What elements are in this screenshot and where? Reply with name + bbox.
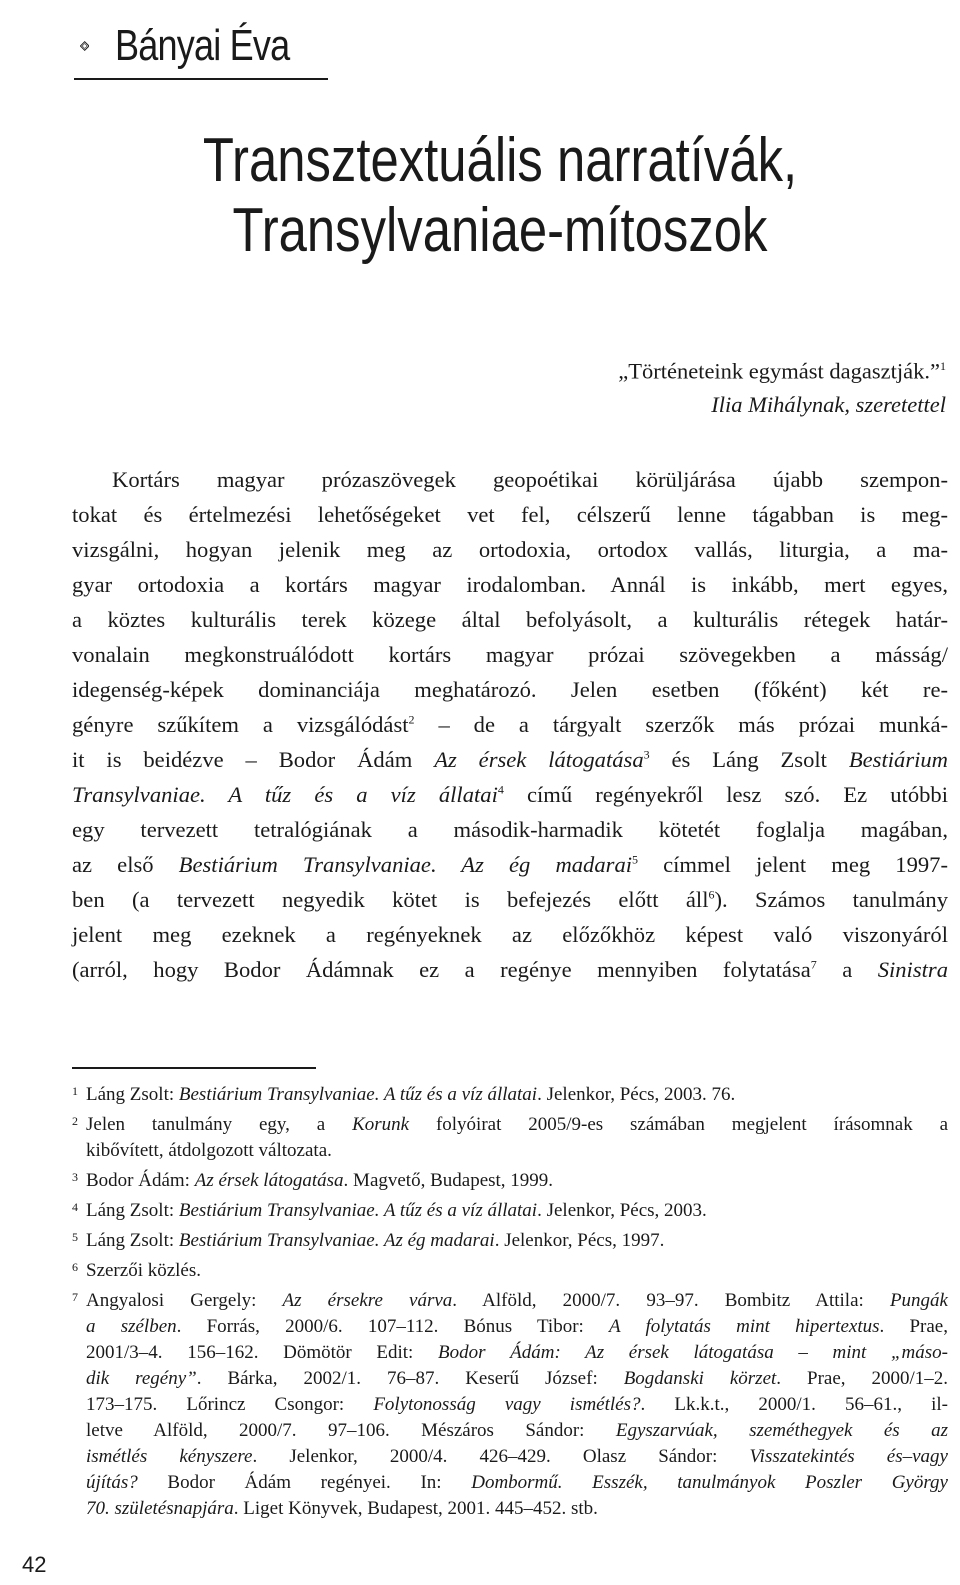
footnote-ref-6[interactable]: 6 [708, 887, 715, 902]
book-title: Bestiárium Transylvaniae. A tűz és a víz állatai [178, 1084, 538, 1105]
footnote-number: 7 [72, 1290, 78, 1304]
body-line: a köztes kulturális terek közege által befolyásolt, a kulturális rétegek határ- [72, 607, 948, 632]
footnote-number: 6 [72, 1260, 78, 1274]
work-title: ismétlés kényszere [86, 1446, 253, 1467]
footnote-5 [72, 1228, 948, 1254]
diamond-outline-icon [80, 33, 89, 59]
epigraph [618, 350, 946, 421]
footnote-ref-4[interactable]: 4 [497, 782, 504, 797]
text-run: Láng Zsolt: [86, 1084, 179, 1105]
footnote-separator [72, 1067, 316, 1069]
body-line: vizsgálni, hogyan jelenik meg az ortodoxia, ortodox vallás, liturgia, a ma- [72, 537, 948, 562]
footnote-4 [72, 1198, 948, 1224]
work-title: Bogdanski körzet [623, 1368, 777, 1389]
work-title: Az érsekre várva [282, 1290, 453, 1311]
text-run: . Liget Könyvek, Budapest, 2001. 445–452. stb. [233, 1498, 598, 1519]
footnote-number: 4 [72, 1200, 78, 1214]
text-run: Láng Zsolt: [86, 1230, 179, 1251]
body-line: jelent meg ezeknek a regényeknek az előzőkhöz képest való viszonyáról [72, 922, 948, 947]
footnote-2 [72, 1112, 948, 1164]
footnote-number: 1 [72, 1084, 78, 1098]
text-run: 173–175. Lőrincz Csongor: [86, 1394, 374, 1415]
text-run: és Láng Zsolt [649, 747, 849, 772]
title-line-2: Transylvaniae-mítoszok [232, 196, 768, 265]
body-line [72, 847, 948, 882]
text-run: címmel jelent meg 1997- [638, 852, 948, 877]
body-line [72, 882, 948, 917]
body-line [72, 707, 948, 742]
footnote-line [86, 1418, 948, 1444]
epigraph-dedication: Ilia Mihálynak, szeretettel [711, 391, 946, 417]
text-run: gényre szűkítem a vizsgálódást [72, 712, 409, 737]
author-name: Bányai Éva [115, 21, 290, 70]
epigraph-quote [618, 350, 946, 388]
book-title: Transylvaniae. A tűz és a víz állatai [72, 782, 498, 807]
book-title: Az érsek látogatása [194, 1170, 344, 1191]
work-title: Egyszarvúak, szeméthegyek és az [615, 1420, 948, 1441]
body-line: egy tervezett tetralógiának a második-harmadik kötetét foglalja magában, [72, 817, 948, 842]
footnote-number: 2 [72, 1114, 78, 1128]
body-line: tokat és értelmezési lehetőségeket vet fel, célszerű lenne tágabban is meg- [72, 502, 948, 527]
text-run: . Alföld, 2000/7. 93–97. Bombitz Attila: [452, 1290, 890, 1311]
work-title: Bodor Ádám: Az érsek látogatása – mint „máso- [437, 1342, 948, 1363]
text-run: Bodor Ádám: [86, 1170, 195, 1191]
footnote-line: kibővített, átdolgozott változata. [86, 1140, 332, 1161]
text-run: it is beidézve – Bodor Ádám [72, 747, 435, 772]
text-run: . Forrás, 2000/6. 107–112. Bónus Tibor: [176, 1316, 610, 1337]
text-run: . Magvető, Budapest, 1999. [343, 1170, 554, 1191]
footnote-line [86, 1340, 948, 1366]
text-run: Angyalosi Gergely: [86, 1290, 283, 1311]
text-run: Bodor Ádám regényei. In: [137, 1472, 472, 1493]
footnote-line [86, 1392, 948, 1418]
book-title: Bestiárium Transylvaniae. Az ég madarai [178, 852, 633, 877]
article-title [130, 126, 870, 266]
body-line [72, 777, 948, 812]
text-run: . Jelenkor, Pécs, 2003. [537, 1200, 707, 1221]
body-line: vonalain megkonstruálódott kortárs magyar prózai szövegekben a másság/ [72, 642, 948, 667]
book-title: Bestiárium Transylvaniae. A tűz és a víz állatai [178, 1200, 538, 1221]
text-run: ben (a tervezett negyedik kötet is befejezés előtt áll [72, 887, 709, 912]
text-run: Láng Zsolt: [86, 1200, 179, 1221]
footnote-line [86, 1288, 948, 1314]
text-run: folyóirat 2005/9-es számában megjelent írásomnak a [409, 1114, 948, 1135]
footnote-line [86, 1112, 948, 1138]
journal-title: Korunk [352, 1114, 410, 1135]
footnote-ref-7[interactable]: 7 [810, 957, 817, 972]
footnotes [72, 1082, 948, 1526]
work-title: Folytonosság vagy ismétlés? [373, 1394, 641, 1415]
text-run: letve Alföld, 2000/7. 97–106. Mészáros Sándor: [86, 1420, 616, 1441]
footnote-1 [72, 1082, 948, 1108]
text-run: Jelen tanulmány egy, a [86, 1114, 353, 1135]
text-run: . Bárka, 2002/1. 76–87. Keserű József: [196, 1368, 624, 1389]
footnote-3 [72, 1168, 948, 1194]
book-title: Az érsek látogatása [434, 747, 644, 772]
footnote-6 [72, 1258, 948, 1284]
work-title: Dombormű. Esszék, tanulmányok Poszler György [471, 1472, 948, 1493]
text-run: . Lk.k.t., 2000/1. 56–61., il- [640, 1394, 948, 1415]
text-run: című regényekről lesz szó. Ez utóbbi [503, 782, 948, 807]
title-line-1: Transztextuális narratívák, [202, 126, 798, 195]
work-title: 70. születésnapjára [86, 1498, 234, 1519]
text-run: – de a tárgyalt szerzők más prózai munká- [414, 712, 948, 737]
text-run: . Jelenkor, Pécs, 1997. [494, 1230, 665, 1251]
footnote-ref-2[interactable]: 2 [408, 712, 415, 727]
footnote-ref-1[interactable]: 1 [940, 359, 946, 373]
book-title: Bestiárium Transylvaniae. Az ég madarai [178, 1230, 495, 1251]
body-line: Kortárs magyar prózaszövegek geopoétikai körüljárása újabb szempon- [112, 467, 948, 492]
footnote-number: 3 [72, 1170, 78, 1184]
text-run: . Prae, 2000/1–2. [776, 1368, 948, 1389]
page-number: 42 [22, 1552, 47, 1577]
text-run: . Jelenkor, 2000/4. 426–429. Olasz Sándor: [252, 1446, 750, 1467]
body-paragraph [72, 462, 948, 987]
text-run: a [816, 957, 878, 982]
work-title: dik regény” [86, 1368, 197, 1389]
body-line [72, 742, 948, 777]
footnote-ref-5[interactable]: 5 [632, 852, 639, 867]
text-run: . Prae, [879, 1316, 948, 1337]
text-run: az első [72, 852, 179, 877]
footnote-line [86, 1496, 948, 1522]
footnote-line [86, 1444, 948, 1470]
body-line [72, 952, 948, 987]
work-title: Pungák [889, 1290, 948, 1311]
text-run: . Jelenkor, Pécs, 2003. 76. [537, 1084, 736, 1105]
text-run: ). Számos tanulmány [714, 887, 948, 912]
footnote-number: 5 [72, 1230, 78, 1244]
body-line: gyar ortodoxia a kortárs magyar irodalomban. Annál is inkább, mert egyes, [72, 572, 948, 597]
text-run: Szerzői közlés. [86, 1260, 202, 1281]
book-title: Sinistra [877, 957, 948, 982]
epigraph-quote-text: „Történeteink egymást dagasztják.” [618, 358, 940, 384]
work-title: Visszatekintés és–vagy [749, 1446, 948, 1467]
footnote-line [86, 1366, 948, 1392]
text-run: 2001/3–4. 156–162. Dömötör Edit: [86, 1342, 438, 1363]
body-line: idegenség-képek dominanciája meghatározó. Jelen esetben (főként) két re- [72, 677, 948, 702]
book-title: Bestiárium [848, 747, 949, 772]
footnote-line [86, 1314, 948, 1340]
work-title: a szélben [86, 1316, 177, 1337]
footnote-line [86, 1470, 948, 1496]
work-title: újítás? [86, 1472, 138, 1493]
work-title: A folytatás mint hipertextus [609, 1316, 880, 1337]
footnote-7 [72, 1288, 948, 1522]
footnote-ref-3[interactable]: 3 [643, 747, 650, 762]
text-run: (arról, hogy Bodor Ádámnak ez a regénye mennyiben folytatása [72, 957, 811, 982]
author-header [74, 14, 328, 80]
